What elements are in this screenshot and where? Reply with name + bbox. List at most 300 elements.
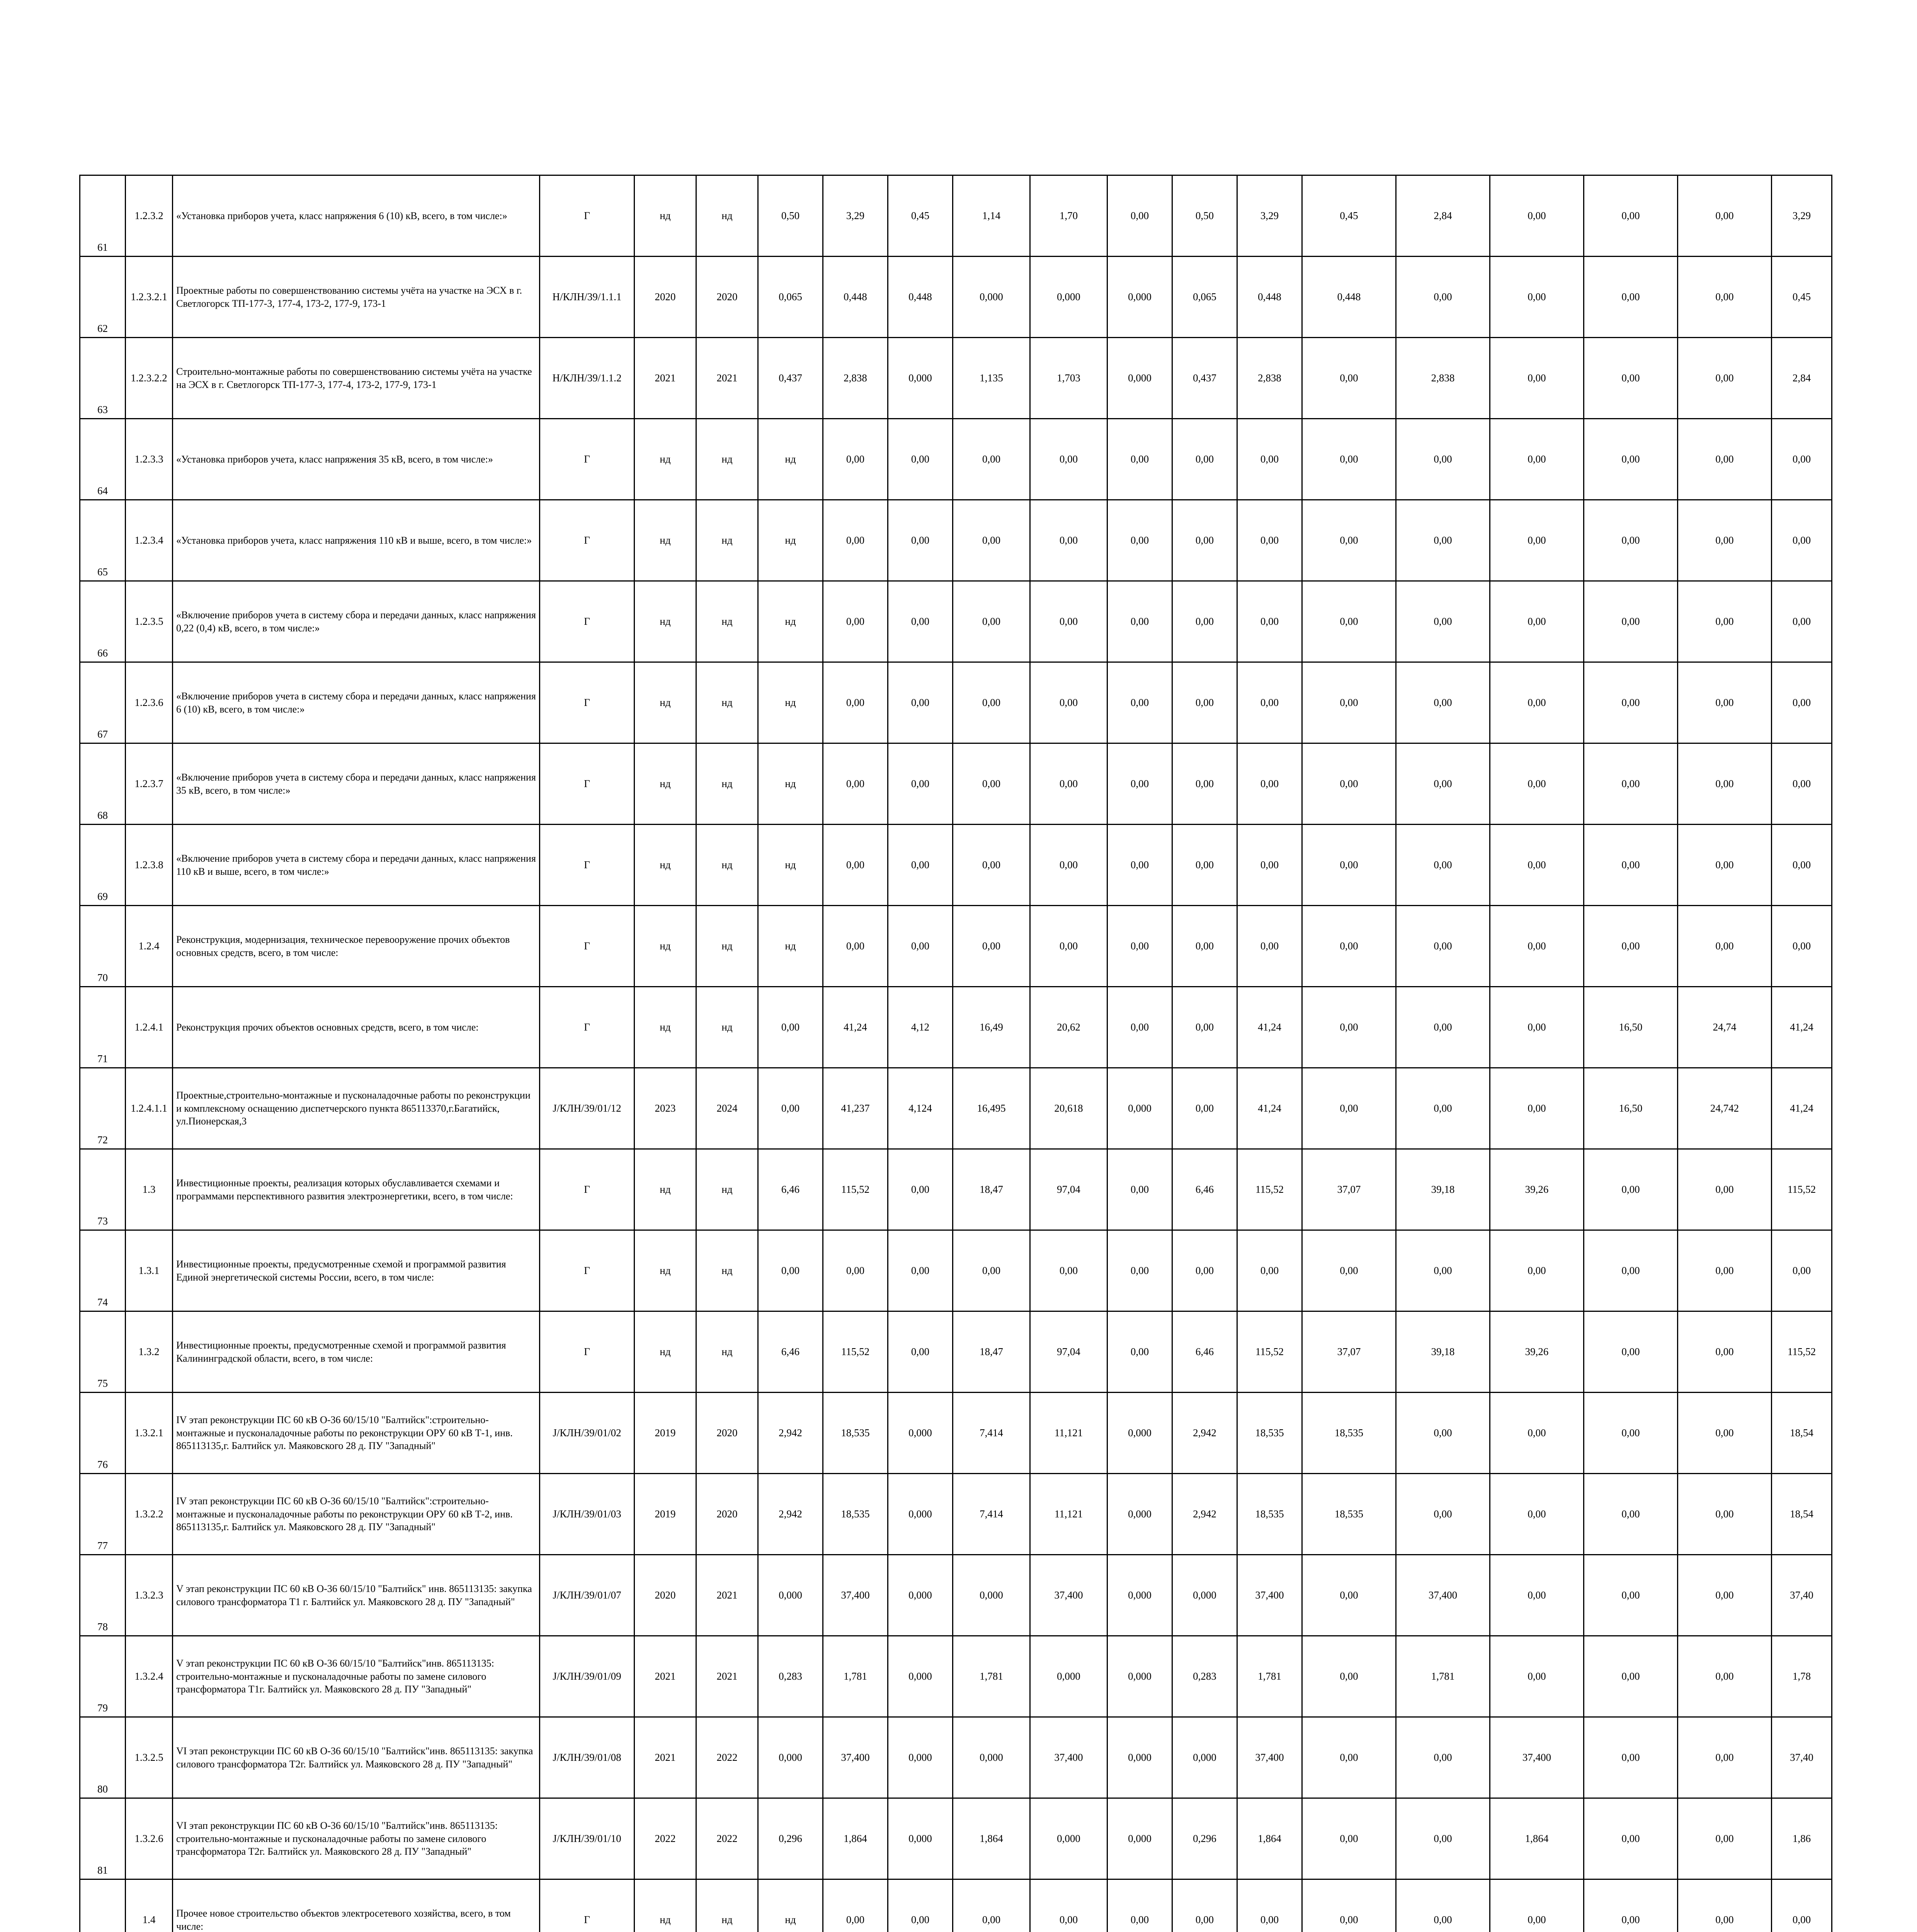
cell-value-col-11: 0,000	[1030, 257, 1107, 338]
cell-value-col-11: 20,62	[1030, 987, 1107, 1068]
cell-item-name: IV этап реконструкции ПС 60 кВ О-36 60/15/10 "Балтийск":строительно-монтажные и пусконаладочные работы по реконструкции ОРУ 60 кВ Т-2, инв. 865113135,г. Балтийск ул. Маяковского 28 д. ПУ "Западный"	[173, 1474, 540, 1555]
cell-item-name: Реконструкция, модернизация, техническое перевооружение прочих объектов основных средств, всего, в том числе:	[173, 906, 540, 987]
cell-row-number: 61	[80, 175, 126, 257]
cell-value-col-13: 0,283	[1172, 1636, 1237, 1717]
cell-value-col-20: 0,00	[1772, 743, 1832, 825]
cell-row-number: 76	[80, 1393, 126, 1474]
cell-value-col-12: 0,00	[1107, 906, 1172, 987]
cell-item-name: «Установка приборов учета, класс напряжения 35 кВ, всего, в том числе:»	[173, 419, 540, 500]
cell-value-col-18: 0,00	[1584, 338, 1678, 419]
cell-value-col-18: 0,00	[1584, 419, 1678, 500]
cell-value-col-8: 37,400	[823, 1717, 888, 1798]
cell-end-year: 2020	[696, 1393, 758, 1474]
table-row	[80, 419, 1832, 500]
cell-project-id: H/КЛН/39/1.1.1	[540, 257, 634, 338]
cell-value-col-17: 0,00	[1490, 906, 1584, 987]
cell-item-name: «Включение приборов учета в систему сбора и передачи данных, класс напряжения 35 кВ, всего, в том числе:»	[173, 743, 540, 825]
cell-value-col-16: 1,781	[1396, 1636, 1490, 1717]
cell-value-col-10: 0,00	[953, 825, 1030, 906]
cell-value-col-18: 0,00	[1584, 1717, 1678, 1798]
cell-value-col-13: 0,065	[1172, 257, 1237, 338]
cell-start-year: 2021	[634, 1717, 696, 1798]
cell-value-col-20: 0,00	[1772, 500, 1832, 581]
cell-item-name: «Установка приборов учета, класс напряжения 110 кВ и выше, всего, в том числе:»	[173, 500, 540, 581]
cell-value-col-14: 0,00	[1237, 662, 1302, 743]
cell-value-col-17: 0,00	[1490, 338, 1584, 419]
cell-item-name: Проектные,строительно-монтажные и пусконаладочные работы по реконструкции и комплексному оснащению диспетчерского пункта 865113370,г.Багатийск, ул.Пионерская,3	[173, 1068, 540, 1149]
cell-value-col-18: 0,00	[1584, 1555, 1678, 1636]
cell-value-col-19: 0,00	[1678, 743, 1772, 825]
cell-value-col-10: 1,781	[953, 1636, 1030, 1717]
cell-value-col-17: 0,00	[1490, 1636, 1584, 1717]
cell-value-col-15: 18,535	[1302, 1393, 1396, 1474]
cell-project-id: Г	[540, 1230, 634, 1311]
cell-value-col-19: 0,00	[1678, 581, 1772, 662]
cell-item-code: 1.3.2.4	[126, 1636, 173, 1717]
cell-project-id: Г	[540, 175, 634, 257]
cell-value-col-16: 0,00	[1396, 825, 1490, 906]
cell-item-code: 1.3	[126, 1149, 173, 1230]
cell-value-col-8: 2,838	[823, 338, 888, 419]
cell-value-col-8: 1,781	[823, 1636, 888, 1717]
cell-start-year: нд	[634, 175, 696, 257]
cell-end-year: нд	[696, 581, 758, 662]
cell-item-code: 1.2.3.2.2	[126, 338, 173, 419]
cell-value-col-9: 0,000	[888, 1555, 953, 1636]
cell-row-number: 67	[80, 662, 126, 743]
cell-value-col-7: нд	[758, 662, 823, 743]
cell-value-col-17: 0,00	[1490, 662, 1584, 743]
cell-value-col-9: 0,00	[888, 1879, 953, 1932]
cell-value-col-14: 0,00	[1237, 1879, 1302, 1932]
cell-value-col-17: 0,00	[1490, 1474, 1584, 1555]
table-row	[80, 1068, 1832, 1149]
cell-value-col-13: 0,00	[1172, 906, 1237, 987]
cell-value-col-7: 0,00	[758, 1068, 823, 1149]
cell-item-code: 1.2.3.2.1	[126, 257, 173, 338]
cell-value-col-9: 0,00	[888, 1230, 953, 1311]
cell-value-col-8: 41,24	[823, 987, 888, 1068]
table-row	[80, 257, 1832, 338]
cell-value-col-19: 0,00	[1678, 825, 1772, 906]
cell-value-col-10: 0,00	[953, 500, 1030, 581]
cell-item-code: 1.2.3.2	[126, 175, 173, 257]
cell-start-year: 2021	[634, 338, 696, 419]
cell-start-year: нд	[634, 906, 696, 987]
cell-value-col-12: 0,00	[1107, 1230, 1172, 1311]
cell-item-code: 1.2.3.5	[126, 581, 173, 662]
cell-value-col-7: 0,000	[758, 1717, 823, 1798]
cell-value-col-16: 0,00	[1396, 1230, 1490, 1311]
cell-value-col-15: 0,00	[1302, 1879, 1396, 1932]
cell-value-col-9: 0,00	[888, 500, 953, 581]
cell-value-col-15: 0,00	[1302, 500, 1396, 581]
cell-value-col-15: 0,00	[1302, 906, 1396, 987]
table-row	[80, 175, 1832, 257]
cell-item-name: «Установка приборов учета, класс напряжения 6 (10) кВ, всего, в том числе:»	[173, 175, 540, 257]
cell-value-col-11: 0,00	[1030, 825, 1107, 906]
cell-item-name: VI этап реконструкции ПС 60 кВ О-36 60/15/10 "Балтийск"инв. 865113135: строительно-монтажные и пусконаладочные работы по замене силового трансформатора Т2г. Балтийск ул. Маяковского 28 д. ПУ "Западный"	[173, 1798, 540, 1879]
cell-value-col-16: 0,00	[1396, 1068, 1490, 1149]
cell-value-col-8: 18,535	[823, 1474, 888, 1555]
cell-item-name: «Включение приборов учета в систему сбора и передачи данных, класс напряжения 0,22 (0,4) кВ, всего, в том числе:»	[173, 581, 540, 662]
cell-value-col-15: 0,45	[1302, 175, 1396, 257]
cell-value-col-13: 6,46	[1172, 1149, 1237, 1230]
cell-value-col-14: 37,400	[1237, 1717, 1302, 1798]
cell-value-col-20: 1,78	[1772, 1636, 1832, 1717]
cell-value-col-13: 0,00	[1172, 743, 1237, 825]
cell-value-col-12: 0,000	[1107, 338, 1172, 419]
cell-start-year: 2022	[634, 1798, 696, 1879]
cell-row-number: 73	[80, 1149, 126, 1230]
cell-value-col-9: 0,000	[888, 1636, 953, 1717]
cell-end-year: нд	[696, 1311, 758, 1393]
table-row	[80, 743, 1832, 825]
cell-project-id: J/КЛН/39/01/03	[540, 1474, 634, 1555]
cell-value-col-13: 0,437	[1172, 338, 1237, 419]
cell-value-col-20: 0,00	[1772, 419, 1832, 500]
cell-value-col-18: 0,00	[1584, 257, 1678, 338]
cell-value-col-19: 0,00	[1678, 906, 1772, 987]
cell-value-col-15: 0,00	[1302, 1798, 1396, 1879]
cell-value-col-14: 18,535	[1237, 1393, 1302, 1474]
cell-value-col-19: 0,00	[1678, 1311, 1772, 1393]
cell-project-id: Г	[540, 419, 634, 500]
cell-start-year: нд	[634, 1311, 696, 1393]
cell-value-col-16: 0,00	[1396, 257, 1490, 338]
cell-row-number: 69	[80, 825, 126, 906]
cell-value-col-17: 1,864	[1490, 1798, 1584, 1879]
cell-value-col-10: 18,47	[953, 1311, 1030, 1393]
cell-value-col-20: 0,00	[1772, 581, 1832, 662]
cell-item-name: Прочее новое строительство объектов электросетевого хозяйства, всего, в том числе:	[173, 1879, 540, 1932]
cell-value-col-7: нд	[758, 743, 823, 825]
cell-value-col-12: 0,00	[1107, 1879, 1172, 1932]
cell-value-col-9: 0,000	[888, 1393, 953, 1474]
cell-project-id: J/КЛН/39/01/10	[540, 1798, 634, 1879]
cell-value-col-17: 0,00	[1490, 500, 1584, 581]
cell-value-col-12: 0,00	[1107, 175, 1172, 257]
cell-item-code: 1.3.2.6	[126, 1798, 173, 1879]
cell-value-col-15: 0,00	[1302, 987, 1396, 1068]
cell-row-number: 65	[80, 500, 126, 581]
cell-value-col-13: 0,00	[1172, 825, 1237, 906]
cell-value-col-7: 0,50	[758, 175, 823, 257]
cell-value-col-18: 16,50	[1584, 987, 1678, 1068]
cell-value-col-13: 0,00	[1172, 1068, 1237, 1149]
cell-value-col-15: 0,00	[1302, 419, 1396, 500]
cell-value-col-17: 0,00	[1490, 987, 1584, 1068]
cell-value-col-16: 39,18	[1396, 1149, 1490, 1230]
cell-value-col-20: 115,52	[1772, 1149, 1832, 1230]
cell-end-year: 2020	[696, 1474, 758, 1555]
cell-value-col-19: 0,00	[1678, 257, 1772, 338]
table-row	[80, 500, 1832, 581]
cell-row-number: 79	[80, 1636, 126, 1717]
cell-value-col-14: 2,838	[1237, 338, 1302, 419]
cell-value-col-18: 0,00	[1584, 906, 1678, 987]
cell-value-col-12: 0,00	[1107, 1311, 1172, 1393]
cell-value-col-8: 0,00	[823, 419, 888, 500]
cell-value-col-10: 0,00	[953, 906, 1030, 987]
cell-value-col-9: 0,00	[888, 825, 953, 906]
cell-value-col-12: 0,000	[1107, 1798, 1172, 1879]
cell-value-col-11: 37,400	[1030, 1717, 1107, 1798]
cell-project-id: Г	[540, 662, 634, 743]
cell-value-col-15: 0,00	[1302, 1717, 1396, 1798]
cell-item-code: 1.3.2.1	[126, 1393, 173, 1474]
cell-value-col-19: 24,742	[1678, 1068, 1772, 1149]
cell-value-col-9: 0,448	[888, 257, 953, 338]
cell-value-col-16: 0,00	[1396, 1717, 1490, 1798]
cell-value-col-19: 0,00	[1678, 1717, 1772, 1798]
cell-value-col-8: 1,864	[823, 1798, 888, 1879]
cell-item-name: Строительно-монтажные работы по совершенствованию системы учёта на участке на ЭСХ в г. Светлогорск ТП-177-3, 177-4, 173-2, 177-9, 173-1	[173, 338, 540, 419]
cell-start-year: нд	[634, 1230, 696, 1311]
cell-item-name: V этап реконструкции ПС 60 кВ О-36 60/15/10 "Балтийск" инв. 865113135: закупка силового трансформатора Т1 г. Балтийск ул. Маяковского 28 д. ПУ "Западный"	[173, 1555, 540, 1636]
cell-start-year: 2021	[634, 1636, 696, 1717]
cell-value-col-10: 7,414	[953, 1393, 1030, 1474]
cell-value-col-19: 0,00	[1678, 1149, 1772, 1230]
cell-end-year: 2024	[696, 1068, 758, 1149]
cell-value-col-8: 0,00	[823, 825, 888, 906]
cell-start-year: нд	[634, 500, 696, 581]
cell-value-col-11: 1,70	[1030, 175, 1107, 257]
cell-project-id: Г	[540, 743, 634, 825]
cell-project-id: J/КЛН/39/01/07	[540, 1555, 634, 1636]
table-row	[80, 1717, 1832, 1798]
cell-value-col-11: 97,04	[1030, 1311, 1107, 1393]
cell-value-col-12: 0,000	[1107, 1068, 1172, 1149]
cell-value-col-13: 0,00	[1172, 581, 1237, 662]
cell-value-col-13: 0,000	[1172, 1555, 1237, 1636]
cell-value-col-11: 11,121	[1030, 1474, 1107, 1555]
cell-row-number: 77	[80, 1474, 126, 1555]
cell-value-col-8: 41,237	[823, 1068, 888, 1149]
cell-value-col-11: 0,00	[1030, 906, 1107, 987]
cell-value-col-9: 0,00	[888, 419, 953, 500]
cell-value-col-14: 115,52	[1237, 1311, 1302, 1393]
cell-value-col-16: 0,00	[1396, 581, 1490, 662]
table-row	[80, 1636, 1832, 1717]
cell-value-col-10: 0,000	[953, 257, 1030, 338]
cell-value-col-8: 0,00	[823, 743, 888, 825]
cell-project-id: Г	[540, 500, 634, 581]
cell-value-col-8: 0,00	[823, 1879, 888, 1932]
cell-value-col-15: 18,535	[1302, 1474, 1396, 1555]
cell-value-col-9: 0,45	[888, 175, 953, 257]
cell-value-col-9: 0,000	[888, 1798, 953, 1879]
cell-value-col-12: 0,000	[1107, 1393, 1172, 1474]
cell-start-year: 2020	[634, 1555, 696, 1636]
cell-value-col-20: 41,24	[1772, 1068, 1832, 1149]
cell-item-name: «Включение приборов учета в систему сбора и передачи данных, класс напряжения 6 (10) кВ, всего, в том числе:»	[173, 662, 540, 743]
cell-item-code: 1.3.2.2	[126, 1474, 173, 1555]
cell-value-col-11: 1,703	[1030, 338, 1107, 419]
cell-item-code: 1.4	[126, 1879, 173, 1932]
cell-value-col-18: 0,00	[1584, 500, 1678, 581]
cell-value-col-8: 18,535	[823, 1393, 888, 1474]
cell-row-number: 71	[80, 987, 126, 1068]
cell-value-col-18: 0,00	[1584, 743, 1678, 825]
cell-value-col-20: 18,54	[1772, 1393, 1832, 1474]
cell-value-col-17: 39,26	[1490, 1149, 1584, 1230]
cell-value-col-10: 1,135	[953, 338, 1030, 419]
cell-value-col-8: 0,00	[823, 662, 888, 743]
cell-value-col-16: 2,838	[1396, 338, 1490, 419]
cell-value-col-8: 3,29	[823, 175, 888, 257]
cell-value-col-12: 0,00	[1107, 1149, 1172, 1230]
cell-value-col-12: 0,00	[1107, 500, 1172, 581]
cell-value-col-14: 0,00	[1237, 419, 1302, 500]
cell-value-col-13: 0,296	[1172, 1798, 1237, 1879]
cell-end-year: нд	[696, 987, 758, 1068]
cell-value-col-19: 0,00	[1678, 419, 1772, 500]
cell-value-col-20: 0,00	[1772, 1230, 1832, 1311]
cell-value-col-8: 0,00	[823, 581, 888, 662]
table-row	[80, 1149, 1832, 1230]
cell-item-code: 1.2.3.4	[126, 500, 173, 581]
cell-value-col-19: 0,00	[1678, 1879, 1772, 1932]
cell-value-col-7: 2,942	[758, 1393, 823, 1474]
cell-end-year: нд	[696, 419, 758, 500]
cell-value-col-7: 0,296	[758, 1798, 823, 1879]
cell-item-name: Проектные работы по совершенствованию системы учёта на участке на ЭСХ в г. Светлогорск ТП-177-3, 177-4, 173-2, 177-9, 173-1	[173, 257, 540, 338]
cell-value-col-14: 0,448	[1237, 257, 1302, 338]
table-row	[80, 662, 1832, 743]
cell-project-id: H/КЛН/39/1.1.2	[540, 338, 634, 419]
cell-value-col-15: 0,00	[1302, 1230, 1396, 1311]
cell-value-col-15: 37,07	[1302, 1311, 1396, 1393]
cell-row-number: 62	[80, 257, 126, 338]
cell-value-col-19: 0,00	[1678, 338, 1772, 419]
cell-end-year: нд	[696, 825, 758, 906]
cell-end-year: 2020	[696, 257, 758, 338]
cell-row-number: 63	[80, 338, 126, 419]
cell-value-col-11: 0,00	[1030, 581, 1107, 662]
cell-value-col-16: 2,84	[1396, 175, 1490, 257]
cell-row-number: 72	[80, 1068, 126, 1149]
cell-value-col-11: 0,00	[1030, 1230, 1107, 1311]
cell-item-code: 1.2.3.7	[126, 743, 173, 825]
cell-value-col-11: 0,00	[1030, 1879, 1107, 1932]
cell-end-year: 2022	[696, 1798, 758, 1879]
cell-value-col-20: 37,40	[1772, 1555, 1832, 1636]
cell-value-col-20: 115,52	[1772, 1311, 1832, 1393]
cell-value-col-16: 0,00	[1396, 987, 1490, 1068]
cell-value-col-10: 18,47	[953, 1149, 1030, 1230]
table-row	[80, 1555, 1832, 1636]
cell-item-name: V этап реконструкции ПС 60 кВ О-36 60/15/10 "Балтийск"инв. 865113135: строительно-монтажные и пусконаладочные работы по замене силового трансформатора Т1г. Балтийск ул. Маяковского 28 д. ПУ "Западный"	[173, 1636, 540, 1717]
cell-value-col-7: нд	[758, 906, 823, 987]
cell-value-col-7: 0,00	[758, 987, 823, 1068]
cell-row-number: 78	[80, 1555, 126, 1636]
cell-start-year: 2019	[634, 1393, 696, 1474]
cell-value-col-20: 1,86	[1772, 1798, 1832, 1879]
cell-project-id: J/КЛН/39/01/08	[540, 1717, 634, 1798]
cell-value-col-19: 0,00	[1678, 1230, 1772, 1311]
cell-value-col-19: 0,00	[1678, 662, 1772, 743]
cell-value-col-14: 0,00	[1237, 581, 1302, 662]
cell-value-col-12: 0,00	[1107, 743, 1172, 825]
cell-value-col-15: 0,00	[1302, 662, 1396, 743]
table-row	[80, 1393, 1832, 1474]
cell-value-col-10: 16,49	[953, 987, 1030, 1068]
cell-value-col-7: 2,942	[758, 1474, 823, 1555]
cell-value-col-15: 37,07	[1302, 1149, 1396, 1230]
cell-value-col-17: 0,00	[1490, 1879, 1584, 1932]
cell-value-col-13: 6,46	[1172, 1311, 1237, 1393]
cell-value-col-17: 0,00	[1490, 581, 1584, 662]
cell-end-year: 2022	[696, 1717, 758, 1798]
cell-value-col-12: 0,00	[1107, 662, 1172, 743]
cell-value-col-11: 20,618	[1030, 1068, 1107, 1149]
cell-value-col-11: 0,00	[1030, 419, 1107, 500]
cell-value-col-14: 18,535	[1237, 1474, 1302, 1555]
cell-value-col-9: 0,00	[888, 662, 953, 743]
cell-value-col-15: 0,448	[1302, 257, 1396, 338]
cell-value-col-14: 0,00	[1237, 500, 1302, 581]
cell-value-col-20: 0,45	[1772, 257, 1832, 338]
cell-end-year: нд	[696, 743, 758, 825]
cell-value-col-18: 0,00	[1584, 581, 1678, 662]
cell-value-col-18: 0,00	[1584, 662, 1678, 743]
cell-value-col-9: 0,00	[888, 1149, 953, 1230]
cell-value-col-13: 0,000	[1172, 1717, 1237, 1798]
cell-value-col-10: 0,00	[953, 1230, 1030, 1311]
cell-end-year: нд	[696, 1879, 758, 1932]
cell-start-year: 2019	[634, 1474, 696, 1555]
cell-value-col-8: 115,52	[823, 1311, 888, 1393]
cell-value-col-10: 0,000	[953, 1555, 1030, 1636]
cell-value-col-15: 0,00	[1302, 743, 1396, 825]
cell-value-col-9: 4,124	[888, 1068, 953, 1149]
cell-value-col-16: 0,00	[1396, 1393, 1490, 1474]
cell-value-col-13: 2,942	[1172, 1474, 1237, 1555]
cell-end-year: нд	[696, 662, 758, 743]
cell-value-col-15: 0,00	[1302, 338, 1396, 419]
cell-value-col-19: 0,00	[1678, 1393, 1772, 1474]
cell-item-name: «Включение приборов учета в систему сбора и передачи данных, класс напряжения 110 кВ и выше, всего, в том числе:»	[173, 825, 540, 906]
cell-item-code: 1.3.2	[126, 1311, 173, 1393]
cell-value-col-18: 16,50	[1584, 1068, 1678, 1149]
cell-value-col-19: 0,00	[1678, 1555, 1772, 1636]
cell-value-col-20: 0,00	[1772, 662, 1832, 743]
cell-project-id: Г	[540, 987, 634, 1068]
cell-value-col-9: 0,000	[888, 1717, 953, 1798]
cell-row-number: 74	[80, 1230, 126, 1311]
table-row	[80, 1879, 1832, 1932]
cell-value-col-7: 0,283	[758, 1636, 823, 1717]
cell-value-col-14: 0,00	[1237, 1230, 1302, 1311]
cell-value-col-14: 37,400	[1237, 1555, 1302, 1636]
cell-value-col-17: 0,00	[1490, 1068, 1584, 1149]
cell-value-col-8: 0,00	[823, 500, 888, 581]
cell-value-col-12: 0,00	[1107, 987, 1172, 1068]
cell-item-code: 1.2.3.6	[126, 662, 173, 743]
cell-value-col-17: 0,00	[1490, 1555, 1584, 1636]
cell-end-year: 2021	[696, 1636, 758, 1717]
cell-value-col-14: 1,781	[1237, 1636, 1302, 1717]
cell-value-col-9: 0,00	[888, 906, 953, 987]
cell-value-col-15: 0,00	[1302, 1555, 1396, 1636]
cell-item-name: IV этап реконструкции ПС 60 кВ О-36 60/15/10 "Балтийск":строительно-монтажные и пусконаладочные работы по реконструкции ОРУ 60 кВ Т-1, инв. 865113135,г. Балтийск ул. Маяковского 28 д. ПУ "Западный"	[173, 1393, 540, 1474]
table-row	[80, 825, 1832, 906]
cell-value-col-9: 4,12	[888, 987, 953, 1068]
cell-value-col-12: 0,000	[1107, 1636, 1172, 1717]
cell-value-col-20: 0,00	[1772, 906, 1832, 987]
cell-value-col-16: 0,00	[1396, 1474, 1490, 1555]
